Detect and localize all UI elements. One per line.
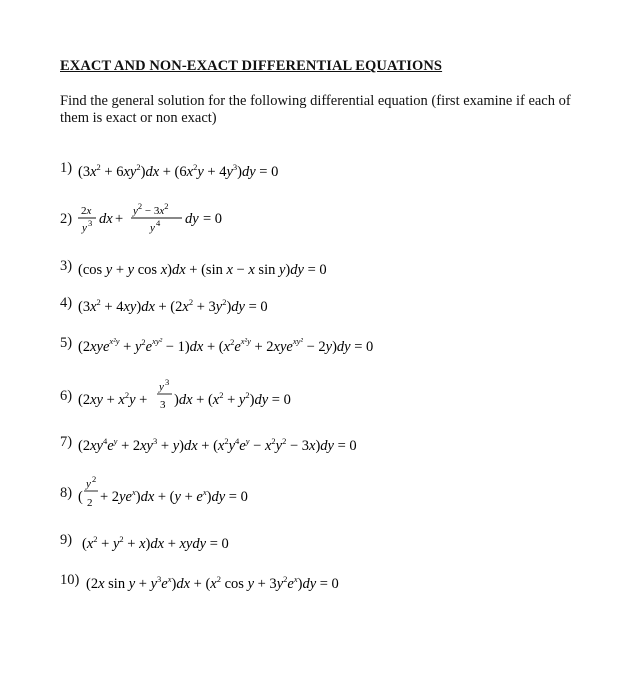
problem-number: 1)	[60, 160, 73, 176]
svg-text:dy: dy	[185, 211, 199, 227]
svg-text:= 0: = 0	[203, 211, 223, 227]
equation	[78, 160, 378, 186]
svg-text:4: 4	[156, 218, 161, 228]
problem-number: 2)	[60, 211, 73, 227]
svg-text:y: y	[150, 222, 155, 234]
equation	[78, 375, 378, 415]
svg-text:3: 3	[160, 399, 166, 411]
equation	[78, 472, 338, 514]
svg-text:(2xy + x2y +: ($2xy + x^2y$ +	[78, 390, 148, 408]
svg-text:(x2 + y2 + x)dx + xydy = 0: $(x^2 + y^2 + x)dx$ + xydy = 0	[82, 534, 229, 552]
svg-text:2x: 2x	[81, 205, 92, 217]
svg-text:y: y	[86, 478, 91, 490]
equation	[86, 572, 426, 598]
problem-number: 8)	[60, 485, 73, 501]
svg-text:3: 3	[88, 218, 93, 228]
equation	[78, 434, 458, 460]
svg-text:y2 − 3x2: $y^2 - 3x^2$	[133, 202, 169, 217]
equation	[78, 335, 498, 361]
svg-text:(2xyex²y + y2exy² − 1)dx + (x2: $(2xye^{x^2y} + y^2e^{xy^2} - 1)dx + (x^2e^{x^2y} + 2xye^{xy^2} - 2y)dy = 0$	[78, 336, 374, 355]
problem-number: 6)	[60, 388, 73, 404]
svg-text:y: y	[159, 381, 164, 393]
equation	[82, 532, 322, 558]
svg-text:(2x sin y + y3ex)dx + (x2 cos: (2x $\sin y + y^3e^x)dx + (x^2$ $\cos y + 3y^2e^x)dy = 0$	[86, 574, 339, 592]
svg-text:(: (	[78, 489, 83, 505]
page-title: EXACT AND NON-EXACT DIFFERENTIAL EQUATIONS	[60, 58, 443, 74]
equation	[78, 258, 398, 284]
svg-text:+ 2yex)dx + (y + ex)dy = 0: + $2ye^x)dx + (y + e^x)dy = 0$	[100, 487, 248, 505]
problem-number: 10)	[60, 572, 80, 588]
svg-text:+: +	[115, 211, 124, 227]
svg-text:)dx + (x2 + y2)dy = 0: )$dx + (x^2 + y^2)dy = 0$	[174, 390, 291, 408]
svg-text:3: 3	[165, 377, 170, 387]
svg-text:(3x2 + 4xy)dx + (2x2 + 3y2)dy: $(3x^2 + 4xy)dx + (2x^2 + 3y^2)dy = 0$	[78, 297, 268, 315]
equation	[78, 295, 378, 321]
problem-number: 4)	[60, 295, 73, 311]
problem-number: 5)	[60, 335, 73, 351]
svg-text:2: 2	[92, 474, 97, 484]
svg-text:(cos y + y cos x)dx + (sin x −: (cos y + y cos x)dx + (sin x − x sin y)dy = 0	[78, 262, 327, 278]
svg-text:dx: dx	[99, 211, 113, 227]
svg-text:(3x2 + 6xy2)dx + (6x2y + 4y3)d: $(3x^2 + 6xy^2)dx + (6x^2y + 4y^3)dy = 0$	[78, 162, 279, 180]
svg-text:y: y	[82, 222, 87, 234]
equation	[78, 202, 278, 242]
svg-text:(2xy4ey + 2xy3 + y)dx + (x2y4e: $(2xy^4e^y + 2xy^3 + y)dx + (x^2y^4e^y - x^2y^2 - 3x)dy = 0$	[78, 436, 357, 454]
problem-number: 9)	[60, 532, 73, 548]
svg-text:2: 2	[87, 497, 93, 509]
instructions: Find the general solution for the following differential equation (first examine if each of them is exact or non exact)	[60, 93, 571, 126]
problem-number: 7)	[60, 434, 73, 450]
problem-number: 3)	[60, 258, 73, 274]
